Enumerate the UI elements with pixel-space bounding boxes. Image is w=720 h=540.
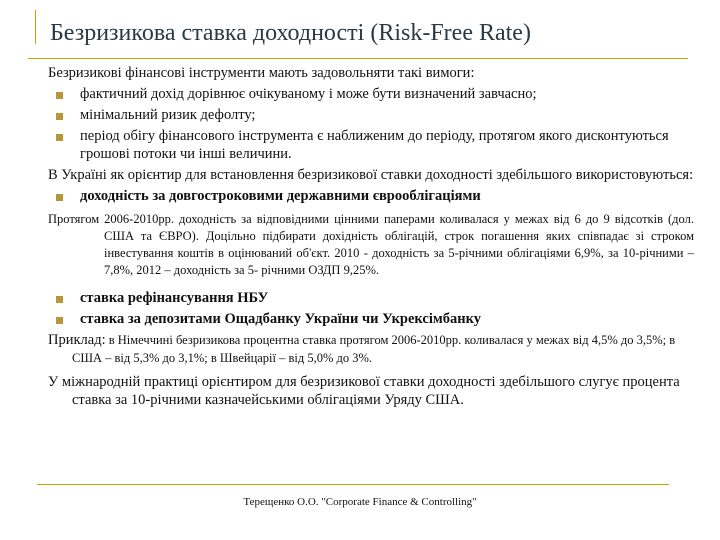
square-bullet-icon: [56, 134, 63, 141]
ukraine-text: В Україні як орієнтир для встановлення безризикової ставки доходності здебільшого використовуються:: [48, 167, 694, 183]
requirement-text: період обігу фінансового інструмента є наближеним до періоду, протягом якого дисконтуються грошові потоки чи інші величини.: [80, 128, 669, 162]
square-bullet-icon: [56, 317, 63, 324]
intro-text: Безризикові фінансові інструменти мають задовольняти такі вимоги:: [48, 65, 475, 81]
slide-title: Безризикова ставка доходності (Risk-Free Rate): [50, 20, 531, 46]
footer-credit: Терещенко О.О. "Corporate Finance & Controlling": [243, 496, 477, 508]
example-text: в Німеччині безризикова процентна ставка протягом 2006-2010рр. коливалася у межах від 4,5% до 3,5%; в США – від 5,3% до 3,1%; в Швейцарії – від 5,0% до 3%.: [72, 333, 676, 365]
ukraine-item-text: доходність за довгостроковими державними єврооблігаціями: [80, 188, 481, 204]
square-bullet-icon: [56, 113, 63, 120]
title-accent-line: [35, 10, 36, 44]
requirement-text: мінімальний ризик дефолту;: [80, 107, 256, 123]
square-bullet-icon: [56, 194, 63, 201]
square-bullet-icon: [56, 296, 63, 303]
ukraine-note: Протягом 2006-2010рр. доходність за відповідними цінними паперами коливалася у межах від 6 до 9 відсотків (дол. США та ЄВРО). Доцільно підбирати дохідність облігацій, строк погашення яких співпадає зі строком інвестування коштів в оцінюваний об'єкт. 2010 - доходність за 5-річними облігаціями 6,9%, за 10-річними – 7,8%, 2012 – доходність за 5- річними ОЗДП 9,25%.: [48, 212, 694, 277]
requirement-item: [48, 127, 694, 163]
requirement-text: фактичний дохід дорівнює очікуваному і може бути визначений завчасно;: [80, 86, 537, 102]
example-label: Приклад:: [48, 332, 106, 348]
title-underline: [28, 58, 688, 59]
example-paragraph: [48, 331, 694, 367]
square-bullet-icon: [56, 92, 63, 99]
ukraine-item: [48, 289, 694, 307]
ukraine-item: [48, 310, 694, 328]
ukraine-item-text: ставка рефінансування НБУ: [80, 290, 269, 306]
ukraine-item-text: ставка за депозитами Ощадбанку України чи Укрексімбанку: [80, 311, 482, 327]
footer-line: [37, 484, 669, 485]
ukraine-item: [48, 187, 694, 205]
international-text: У міжнародній практиці орієнтиром для безризикової ставки доходності здебільшого слугує процента ставка за 10-річними казначейськими облігаціями Уряду США.: [48, 374, 680, 408]
slide-content: [48, 64, 694, 412]
requirement-item: [48, 106, 694, 124]
requirement-item: [48, 85, 694, 103]
